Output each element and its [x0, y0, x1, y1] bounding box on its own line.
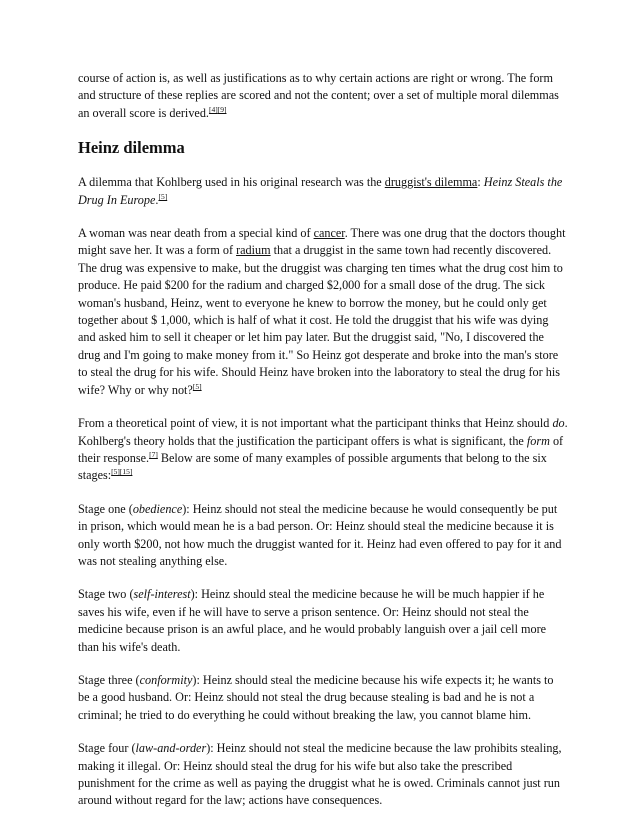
stage-four-paragraph: Stage four (law-and-order): Heinz should not steal the medicine because the law prohibits stealing, making it illegal. Or: Heinz should steal the drug for his wife but also take the prescribed punishment for the crime as well as paying the druggist what he is owed. Criminals cannot just run around without regard for the law; actions have consequences.: [78, 741, 562, 808]
dilemma-story-paragraph: A woman was near death from a special kind of cancer. There was one drug that the doctors thought might save her. It was a form of radium that a druggist in the same town had recently discovered. The drug was expensive to make, but the druggist was charging ten times what the drug cost him to produce. He paid $200 for the radium and charged $2,000 for a small dose of the drug. The sick woman's husband, Heinz, went to everyone he knew to borrow the money, but he could only get together about $ 1,000, which is half of what it cost. He told the druggist that his wife was dying and asked him to sell it cheaper or let him pay later. But the druggist said, "No, I discovered the drug and I'm going to make money from it." So Heinz got desperate and broke into the man's store to steal the drug for his wife. Should Heinz have broken into the laboratory to steal the drug for his wife? Why or why not?[5]: [78, 226, 566, 397]
citation-5-15[interactable]: [5][15]: [111, 467, 133, 477]
intro-paragraph: course of action is, as well as justifications as to why certain actions are right or wrong. The form and structure of these replies are scored and not the content; over a set of multiple moral dilemmas an overall score is derived.[4][9]: [78, 71, 559, 120]
document-page: [78, 70, 568, 826]
citation-7[interactable]: [7]: [149, 449, 158, 459]
dilemma-intro-paragraph: A dilemma that Kohlberg used in his original research was the druggist's dilemma: Heinz Steals the Drug In Europe.[5]: [78, 175, 563, 207]
theory-paragraph: From a theoretical point of view, it is not important what the participant thinks that Heinz should do. Kohlberg's theory holds that the justification the participant offers is what is significant, the form of their response.[7] Below are some of many examples of possible arguments that belong to the six stages:[5][15]: [78, 416, 568, 483]
stage-one-paragraph: Stage one (obedience): Heinz should not steal the medicine because he would consequently be put in prison, which would mean he is a bad person. Or: Heinz should steal the medicine because it is only worth $200, not how much the druggist wanted for it. Heinz had even offered to pay for it and was not stealing anything else.: [78, 501, 562, 568]
citation-5[interactable]: [5]: [158, 191, 168, 201]
stage-three-paragraph: Stage three (conformity): Heinz should steal the medicine because his wife expects it; he wants to be a good husband. Or: Heinz should not steal the drug because stealing is bad and he is not a criminal; he tried to do everything he could without breaking the law, you cannot blame him.: [78, 672, 554, 722]
citation-5b[interactable]: [5]: [192, 381, 202, 391]
radium-link[interactable]: radium: [236, 243, 271, 258]
druggists-dilemma-link[interactable]: druggist's dilemma: [384, 175, 478, 190]
dilemma-title: Heinz Steals the Drug In Europe: [78, 175, 563, 207]
stage-two-paragraph: Stage two (self-interest): Heinz should steal the medicine because he will be much happier if he saves his wife, even if he will have to serve a prison sentence. Or: Heinz should not steal the medicine because prison is an awful place, and he would probably languish over a jail cell more than his wife's death.: [78, 587, 547, 654]
section-heading: Heinz dilemma: [78, 138, 185, 158]
citation-4-9[interactable]: [4][9]: [208, 104, 227, 114]
cancer-link[interactable]: cancer: [313, 226, 345, 241]
